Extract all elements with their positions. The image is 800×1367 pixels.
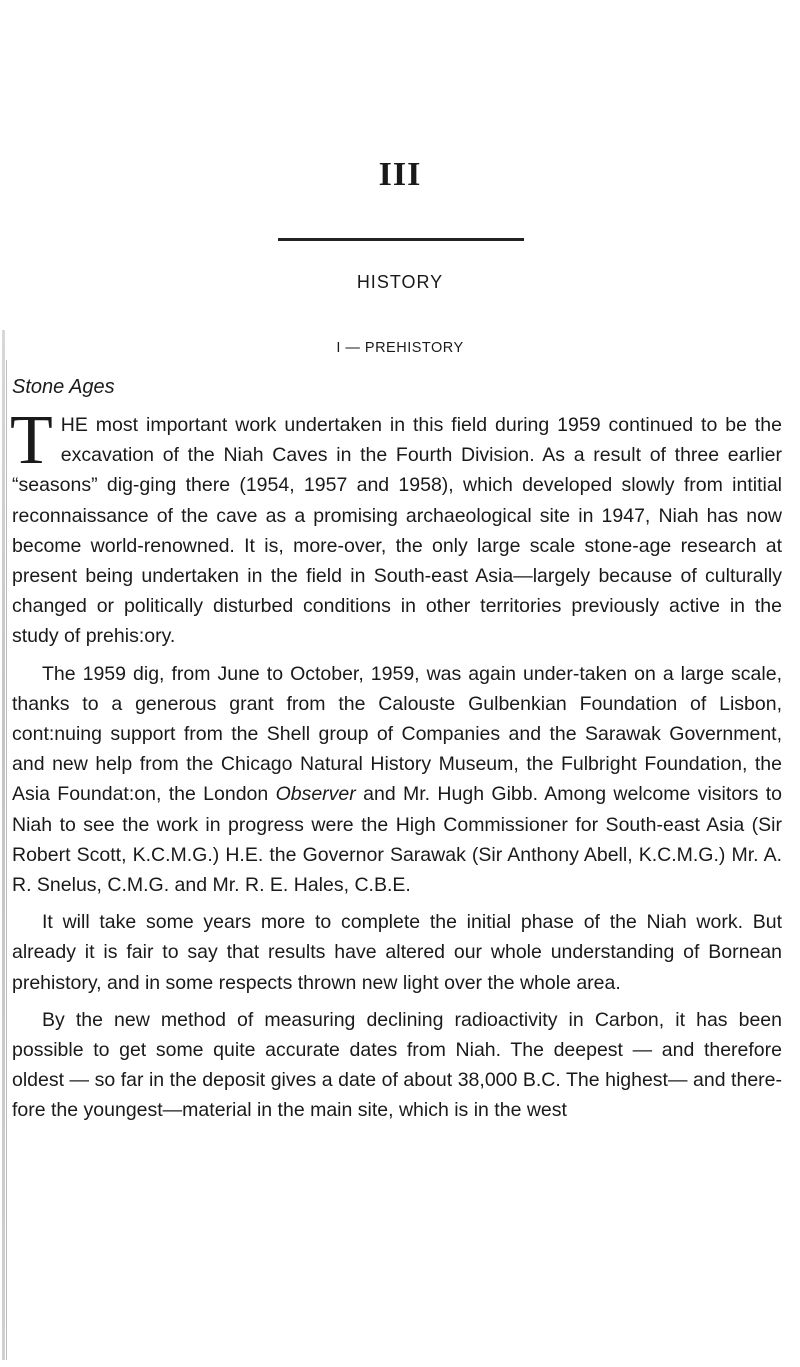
chapter-title: HISTORY [356, 272, 444, 292]
paragraph-1-text: HE most important work undertaken in this field during 1959 continued to be the excavation of the Niah Caves in the Fourth Division. As a result of three earlier “seasons” dig-ging there (1954, 1957 and 1958), which developed slowly from intitial reconnaissance of the cave as a promising archaeological site in 1947, Niah has now become world-renowned. It is, more-over, the only large scale stone-age research at present being undertaken in the field in South-east Asia—largely because of culturally changed or politically disturbed conditions in other territories previously active in the study of prehis:ory. [12, 414, 782, 648]
paragraph-4: By the new method of measuring declining radioactivity in Carbon, it has been possible to get some quite accurate dates from Niah. The deepest — and therefore oldest — so far in the deposit gives a date of about 38,000 B.C. The highest— and there-fore the youngest—material in the main site, which is in the west [12, 1008, 782, 1122]
paragraph-1 [10, 402, 782, 652]
body-text [10, 402, 782, 1126]
drop-cap: T [10, 402, 53, 479]
chapter-rule [278, 238, 524, 241]
paragraph-3: It will take some years more to complete the initial phase of the Niah work. But already it is fair to say that results have altered our whole understanding of Bornean prehistory, and in some respects thrown new light over the whole area. [12, 911, 782, 994]
paragraph-2-italic: Observer [275, 783, 356, 806]
page-binding-shadow [6, 360, 7, 1360]
section-title: I — PREHISTORY [336, 340, 464, 356]
page-binding-edge [2, 330, 5, 1360]
chapter-number: III [378, 156, 422, 193]
paragraph-2 [12, 659, 782, 901]
paragraph-2-text-b: and Mr. Hugh Gibb. Among welcome visitors to Niah to see the work in progress were the High Commissioner for South-east Asia (Sir Robert Scott, K.C.M.G.) H.E. the Governor Sarawak (Sir Anthony Abell, K.C.M.G.) Mr. A. R. Snelus, C.M.G. and Mr. R. E. Hales, C.B.E. [12, 783, 782, 897]
paragraph-2-text-a: The 1959 dig, from June to October, 1959, was again under-taken on a large scale, thanks to a generous grant from the Calouste Gulbenkian Foundation of Lisbon, cont:nuing support from the Shell group of Companies and the Sarawak Government, and new help from the Chicago Natural History Museum, the Fulbright Foundation, the Asia Foundat:on, the London [12, 662, 782, 806]
subheading: Stone Ages [12, 376, 115, 398]
